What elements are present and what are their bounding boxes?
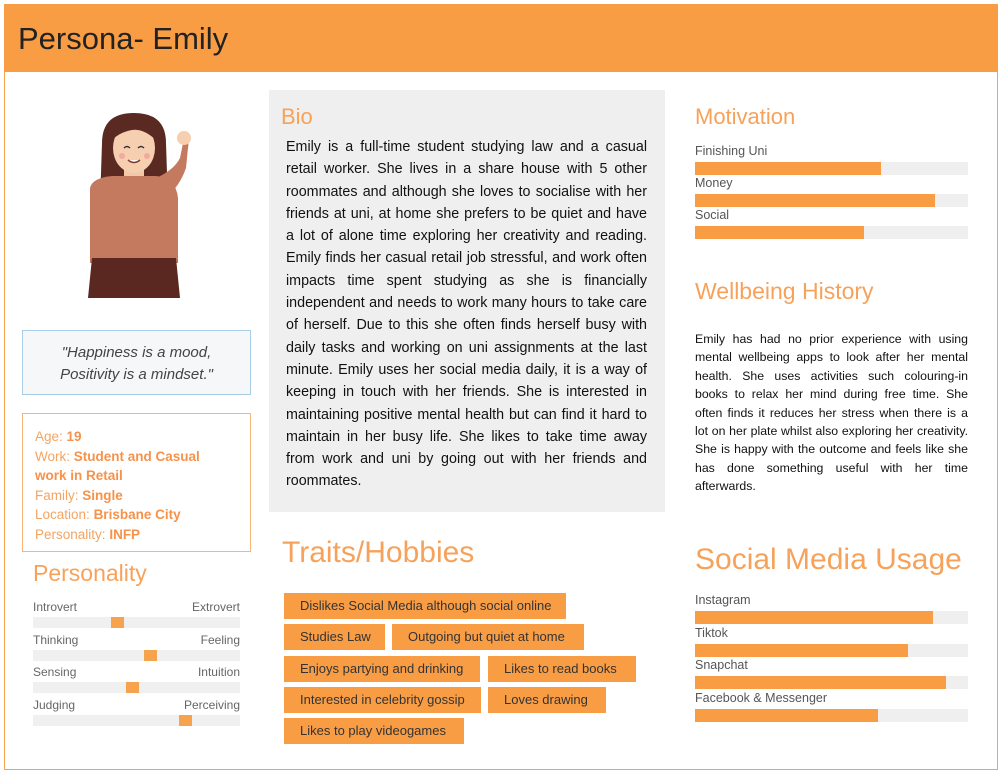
bio-text: Emily is a full-time student studying law and a casual retail worker. She lives in a share house with 5 other roommates and although she loves to socialise with her friends at uni, at home she prefers to be quiet and have a lot of alone time exploring her creativity and reading. Emily finds her casual retail job stressful, and work often impacts time spent studying as she is financially independent and needs to work many hours to take care of herself. Due to this she often finds herself busy with daily tasks and working on uni assignments at the last minute. Emily uses her social media daily, it is a way of keeping in touch with her friends. She is interested in maintaining positive mental health but can find it hard to maintain in her busy life. She likes to take time away from work and uni by going out with her friends and roommates. [286, 139, 647, 490]
slider-right-label: Perceiving [183, 697, 240, 712]
slider-right-label: Intuition [197, 665, 240, 679]
slider-track [33, 617, 240, 628]
slider-left-label: Introvert [33, 600, 78, 614]
bar-fill [695, 611, 933, 624]
bar-fill [695, 162, 881, 175]
persona-avatar [72, 108, 202, 298]
trait-tag: Likes to read books [488, 656, 636, 682]
slider-knob [144, 650, 157, 661]
bio-title: Bio [281, 104, 313, 129]
trait-tag: Dislikes Social Media although social online [284, 593, 566, 619]
slider-knob [126, 682, 139, 693]
bar-track [695, 644, 968, 657]
bar-label: Social [695, 208, 730, 222]
persona-quote [22, 330, 251, 395]
quote-line-1: "Happiness is a mood, [61, 344, 212, 361]
social-title: Social Media Usage [695, 543, 962, 576]
bar-fill [695, 194, 935, 207]
personality-title: Personality [33, 560, 147, 586]
trait-tag: Likes to play videogames [284, 718, 464, 744]
trait-tag: Outgoing but quiet at home [392, 624, 584, 650]
trait-tag: Loves drawing [488, 687, 606, 713]
slider-left-label: Thinking [33, 632, 79, 647]
bar-track [695, 194, 968, 207]
slider-right-label: Extrovert [191, 600, 240, 614]
slider-knob [179, 715, 192, 726]
trait-tag: Enjoys partying and drinking [284, 656, 480, 682]
bar-label: Facebook & Messenger [695, 690, 828, 705]
trait-tag: Interested in celebrity gossip [284, 687, 481, 713]
wellbeing-title: Wellbeing History [695, 278, 874, 304]
info-work: Work: Student and Casual [35, 448, 200, 464]
info-personality: Personality: INFP [35, 526, 141, 542]
persona-info-box [22, 413, 251, 552]
bar-track [695, 709, 968, 722]
bar-fill [695, 676, 946, 689]
quote-line-2: Positivity is a mindset." [60, 366, 213, 383]
bar-fill [695, 709, 878, 722]
bar-fill [695, 644, 908, 657]
bar-label: Instagram [695, 593, 751, 607]
bar-fill [695, 226, 864, 239]
info-location: Location: Brisbane City [35, 507, 181, 522]
slider-knob [111, 617, 124, 628]
bar-track [695, 611, 968, 624]
header-bar [4, 4, 998, 72]
bar-label: Tiktok [695, 625, 728, 640]
wellbeing-text: Emily has had no prior experience with using mental wellbeing apps to look after her mental health. She uses activities such colouring-in books to relax her mind during free time. She often finds it reduces her stress when there is a lot on her plate whilst also exploring her creativity. She is happy with the outcome and feels like she has done something useful with her time afterwards. [695, 332, 968, 494]
motivation-title: Motivation [695, 104, 796, 129]
slider-left-label: Sensing [33, 665, 77, 679]
trait-tag: Studies Law [284, 624, 385, 650]
slider-right-label: Feeling [200, 632, 240, 647]
slider-left-label: Judging [33, 697, 76, 712]
page-title: Persona- Emily [18, 21, 229, 56]
bar-label: Snapchat [695, 658, 748, 672]
traits-title: Traits/Hobbies [282, 536, 475, 569]
bar-track [695, 676, 968, 689]
info-work-cont: work in Retail [35, 468, 123, 483]
bar-label: Money [695, 176, 733, 190]
bar-label: Finishing Uni [695, 144, 768, 158]
slider-track [33, 715, 240, 726]
bar-track [695, 226, 968, 239]
info-family: Family: Single [35, 487, 123, 503]
info-age: Age: 19 [35, 429, 82, 444]
slider-track [33, 650, 240, 661]
bar-track [695, 162, 968, 175]
